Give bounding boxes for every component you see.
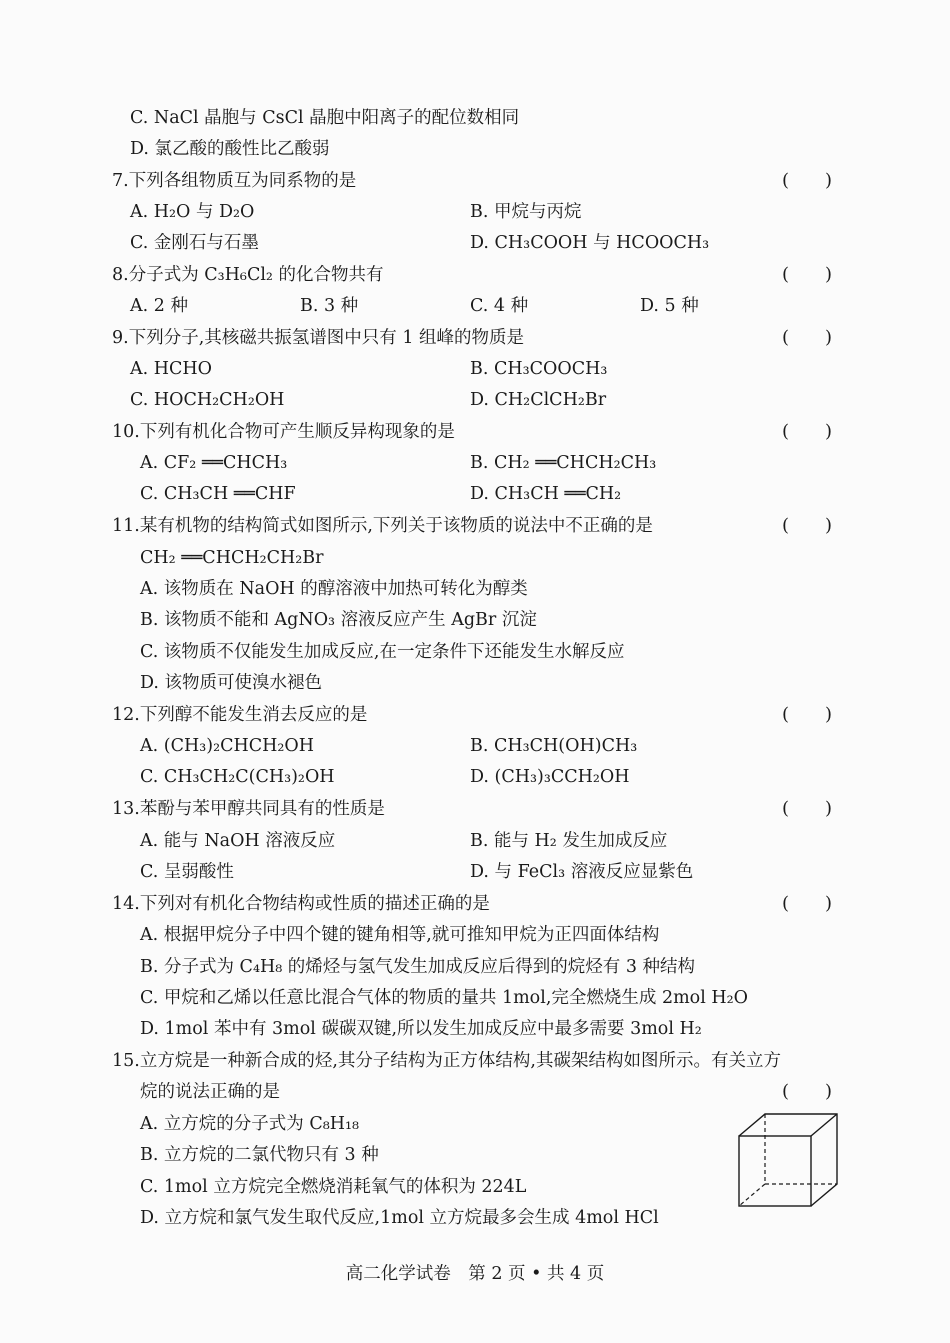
q6-option-d-line <box>0 133 950 165</box>
q10-stem-line <box>0 416 950 448</box>
q9-stem: 9.下列分子,其核磁共振氢谱图中只有 1 组峰的物质是 <box>112 328 525 348</box>
q9-option-b: B. CH₃COOCH₃ <box>470 359 608 379</box>
q14-option-d: D. 1mol 苯中有 3mol 碳碳双键,所以发生加成反应中最多需要 3mol H₂ <box>140 1019 702 1039</box>
cube-front-face <box>739 1136 811 1206</box>
q8-answer-paren: ( ) <box>782 264 833 285</box>
q15-option-d: D. 立方烷和氯气发生取代反应,1mol 立方烷最多会生成 4mol HCl <box>140 1208 659 1228</box>
q12-options-ab <box>0 730 950 762</box>
q11-stem: 11.某有机物的结构简式如图所示,下列关于该物质的说法中不正确的是 <box>112 516 653 536</box>
q14-option-c: C. 甲烷和乙烯以任意比混合气体的物质的量共 1mol,完全燃烧生成 2mol H₂O <box>140 988 748 1008</box>
q9-answer-paren: ( ) <box>782 327 833 348</box>
q12-answer-paren: ( ) <box>782 704 833 725</box>
q15-option-c: C. 1mol 立方烷完全燃烧消耗氧气的体积为 224L <box>140 1177 527 1197</box>
q10-options-ab <box>0 447 950 479</box>
q10-option-d: D. CH₃CH ══CH₂ <box>470 484 622 504</box>
q14-stem: 14.下列对有机化合物结构或性质的描述正确的是 <box>112 894 490 914</box>
q8-stem-line <box>0 259 950 291</box>
q15-stem-1: 15.立方烷是一种新合成的烃,其分子结构为正方体结构,其碳架结构如图所示。有关立方 <box>112 1051 781 1071</box>
q14-answer-paren: ( ) <box>782 893 833 914</box>
q9-options-cd <box>0 384 950 416</box>
q9-stem-line <box>0 322 950 354</box>
q11-option-d-line <box>0 667 950 699</box>
q14-option-c-line <box>0 982 950 1014</box>
q15-stem-line-2 <box>0 1076 950 1108</box>
q11-option-a: A. 该物质在 NaOH 的醇溶液中加热可转化为醇类 <box>140 579 528 599</box>
q10-option-a: A. CF₂ ══CHCH₃ <box>140 453 288 473</box>
q7-option-a: A. H₂O 与 D₂O <box>130 202 255 222</box>
q13-options-ab <box>0 825 950 857</box>
q12-stem-line <box>0 699 950 731</box>
q13-stem: 13.苯酚与苯甲醇共同具有的性质是 <box>112 799 385 819</box>
q10-answer-paren: ( ) <box>782 421 833 442</box>
q7-options-ab <box>0 196 950 228</box>
q8-option-d: D. 5 种 <box>640 296 699 316</box>
q11-option-c-line <box>0 636 950 668</box>
q10-options-cd <box>0 478 950 510</box>
q10-stem: 10.下列有机化合物可产生顺反异构现象的是 <box>112 422 455 442</box>
q14-option-b: B. 分子式为 C₄H₈ 的烯烃与氢气发生加成反应后得到的烷烃有 3 种结构 <box>140 957 696 977</box>
q14-option-a: A. 根据甲烷分子中四个键的键角相等,就可推知甲烷为正四面体结构 <box>140 925 660 945</box>
q11-formula: CH₂ ══CHCH₂CH₂Br <box>140 548 324 568</box>
q15-stem-2: 烷的说法正确的是 <box>140 1082 280 1102</box>
q13-option-b: B. 能与 H₂ 发生加成反应 <box>470 831 668 851</box>
q7-stem: 7.下列各组物质互为同系物的是 <box>112 171 357 191</box>
q15-option-a: A. 立方烷的分子式为 C₈H₁₈ <box>140 1114 360 1134</box>
q7-answer-paren: ( ) <box>782 170 833 191</box>
q6-option-c-line <box>0 102 950 134</box>
q9-option-d: D. CH₂ClCH₂Br <box>470 390 607 410</box>
q13-option-d: D. 与 FeCl₃ 溶液反应显紫色 <box>470 862 694 882</box>
q10-option-c: C. CH₃CH ══CHF <box>140 484 296 504</box>
q13-option-a: A. 能与 NaOH 溶液反应 <box>140 831 336 851</box>
q13-option-c: C. 呈弱酸性 <box>140 862 234 882</box>
q11-option-d: D. 该物质可使溴水褪色 <box>140 673 323 693</box>
q12-option-c: C. CH₃CH₂C(CH₃)₂OH <box>140 767 335 787</box>
q7-option-c: C. 金刚石与石墨 <box>130 233 259 253</box>
q12-stem: 12.下列醇不能发生消去反应的是 <box>112 705 368 725</box>
q8-option-c: C. 4 种 <box>470 296 529 316</box>
q13-answer-paren: ( ) <box>782 798 833 819</box>
q8-options <box>0 290 950 322</box>
q9-options-ab <box>0 353 950 385</box>
q11-option-b: B. 该物质不能和 AgNO₃ 溶液反应产生 AgBr 沉淀 <box>140 610 537 630</box>
q15-option-b: B. 立方烷的二氯代物只有 3 种 <box>140 1145 379 1165</box>
q14-stem-line <box>0 888 950 920</box>
q8-option-b: B. 3 种 <box>300 296 359 316</box>
q11-stem-line <box>0 510 950 542</box>
q14-option-a-line <box>0 919 950 951</box>
cubane-cube-figure <box>735 1110 845 1210</box>
q15-answer-paren: ( ) <box>782 1081 833 1102</box>
q6-option-c: C. NaCl 晶胞与 CsCl 晶胞中阳离子的配位数相同 <box>130 108 520 128</box>
q9-option-c: C. HOCH₂CH₂OH <box>130 390 285 410</box>
q7-option-d: D. CH₃COOH 与 HCOOCH₃ <box>470 233 710 253</box>
q12-options-cd <box>0 761 950 793</box>
q14-option-d-line <box>0 1013 950 1045</box>
q13-stem-line <box>0 793 950 825</box>
q11-option-a-line <box>0 573 950 605</box>
q14-option-b-line <box>0 951 950 983</box>
q11-option-b-line <box>0 604 950 636</box>
q12-option-d: D. (CH₃)₃CCH₂OH <box>470 767 630 787</box>
q12-option-b: B. CH₃CH(OH)CH₃ <box>470 736 638 756</box>
q10-option-b: B. CH₂ ══CHCH₂CH₃ <box>470 453 657 473</box>
q11-formula-line <box>0 542 950 574</box>
cube-hidden-depth-edge <box>739 1184 765 1206</box>
q7-option-b: B. 甲烷与丙烷 <box>470 202 582 222</box>
q8-option-a: A. 2 种 <box>130 296 188 316</box>
cube-back-edges <box>739 1114 837 1206</box>
cube-top-right-edge <box>811 1114 837 1136</box>
q15-stem-line-1 <box>0 1045 950 1077</box>
q7-options-cd <box>0 227 950 259</box>
q6-option-d: D. 氯乙酸的酸性比乙酸弱 <box>130 139 330 159</box>
q12-option-a: A. (CH₃)₂CHCH₂OH <box>140 736 315 756</box>
q8-stem: 8.分子式为 C₃H₆Cl₂ 的化合物共有 <box>112 265 384 285</box>
q11-option-c: C. 该物质不仅能发生加成反应,在一定条件下还能发生水解反应 <box>140 642 625 662</box>
q9-option-a: A. HCHO <box>130 359 213 379</box>
q13-options-cd <box>0 856 950 888</box>
page-footer: 高二化学试卷 第 2 页 • 共 4 页 <box>345 1264 605 1284</box>
q7-stem-line <box>0 165 950 197</box>
q11-answer-paren: ( ) <box>782 515 833 536</box>
